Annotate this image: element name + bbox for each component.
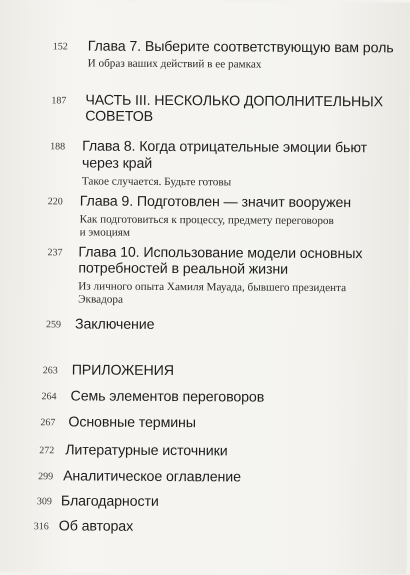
- entry-title: ЧАСТЬ III. НЕСКОЛЬКО ДОПОЛНИТЕЛЬНЫХ: [85, 92, 384, 111]
- toc-entry-acknowledgements: [0, 493, 407, 510]
- entry-title: Об авторах: [58, 518, 134, 535]
- toc-entry-chapter-9: [0, 193, 409, 239]
- page-number: 272: [39, 445, 55, 457]
- entry-title: Заключение: [74, 316, 155, 333]
- entry-title: Литературные источники: [65, 442, 228, 460]
- entry-subtitle-line-2: и эмоциям: [79, 226, 130, 239]
- page-number: 267: [40, 417, 56, 429]
- toc-entry-key-terms: [0, 414, 407, 432]
- entry-title: Семь элементов переговоров: [70, 388, 265, 406]
- page-number: 316: [33, 521, 49, 533]
- entry-title: Благодарности: [60, 493, 159, 510]
- page-number: 264: [41, 391, 57, 403]
- page-number: 188: [50, 141, 66, 153]
- entry-subtitle: И образ ваших действий в ее рамках: [87, 57, 262, 71]
- toc-entry-references: [0, 442, 407, 460]
- page-number: 187: [51, 95, 67, 107]
- entry-title: Глава 10. Использование модели основных: [78, 244, 363, 263]
- toc-entry-part-3: [0, 92, 409, 125]
- entry-title: Глава 7. Выберите соответствующую вам роль: [87, 38, 394, 57]
- entry-subtitle: Такое случается. Будьте готовы: [81, 175, 232, 189]
- page-number: 220: [47, 196, 63, 208]
- page-number: 263: [42, 365, 58, 377]
- entry-title-line-2: через край: [81, 155, 153, 172]
- page-number: 299: [38, 471, 54, 483]
- entry-title: ПРИЛОЖЕНИЯ: [71, 362, 174, 380]
- page-number: 237: [47, 247, 63, 259]
- toc-entry-about-authors: [0, 518, 407, 535]
- entry-title: Основные термины: [68, 414, 196, 432]
- toc-entry-seven-elements: [0, 388, 408, 406]
- toc-entry-analytical-contents: [0, 468, 407, 486]
- toc-entry-chapter-10: [0, 244, 409, 306]
- toc-entry-conclusion: [0, 316, 408, 333]
- entry-subtitle: Как подготовиться к процессу, предмету переговоров: [79, 213, 334, 228]
- toc-entry-appendices: [0, 362, 408, 380]
- toc-entry-chapter-7: [0, 38, 410, 71]
- toc-entry-chapter-8: [0, 138, 409, 189]
- entry-title-line-2: СОВЕТОВ: [85, 108, 154, 125]
- entry-subtitle: Из личного опыта Хамиля Мауада, бывшего президента: [78, 280, 347, 295]
- page-number: 152: [52, 41, 68, 53]
- page-number: 259: [45, 319, 62, 331]
- entry-title-line-2: потребностей в реальной жизни: [78, 260, 289, 278]
- entry-title: Аналитическое оглавление: [63, 468, 241, 486]
- entry-title: Глава 9. Подготовлен — значит вооружен: [79, 193, 352, 212]
- entry-title: Глава 8. Когда отрицательные эмоции бьют: [82, 138, 368, 157]
- entry-subtitle-line-2: Эквадора: [78, 293, 123, 306]
- page-number: 309: [36, 496, 52, 508]
